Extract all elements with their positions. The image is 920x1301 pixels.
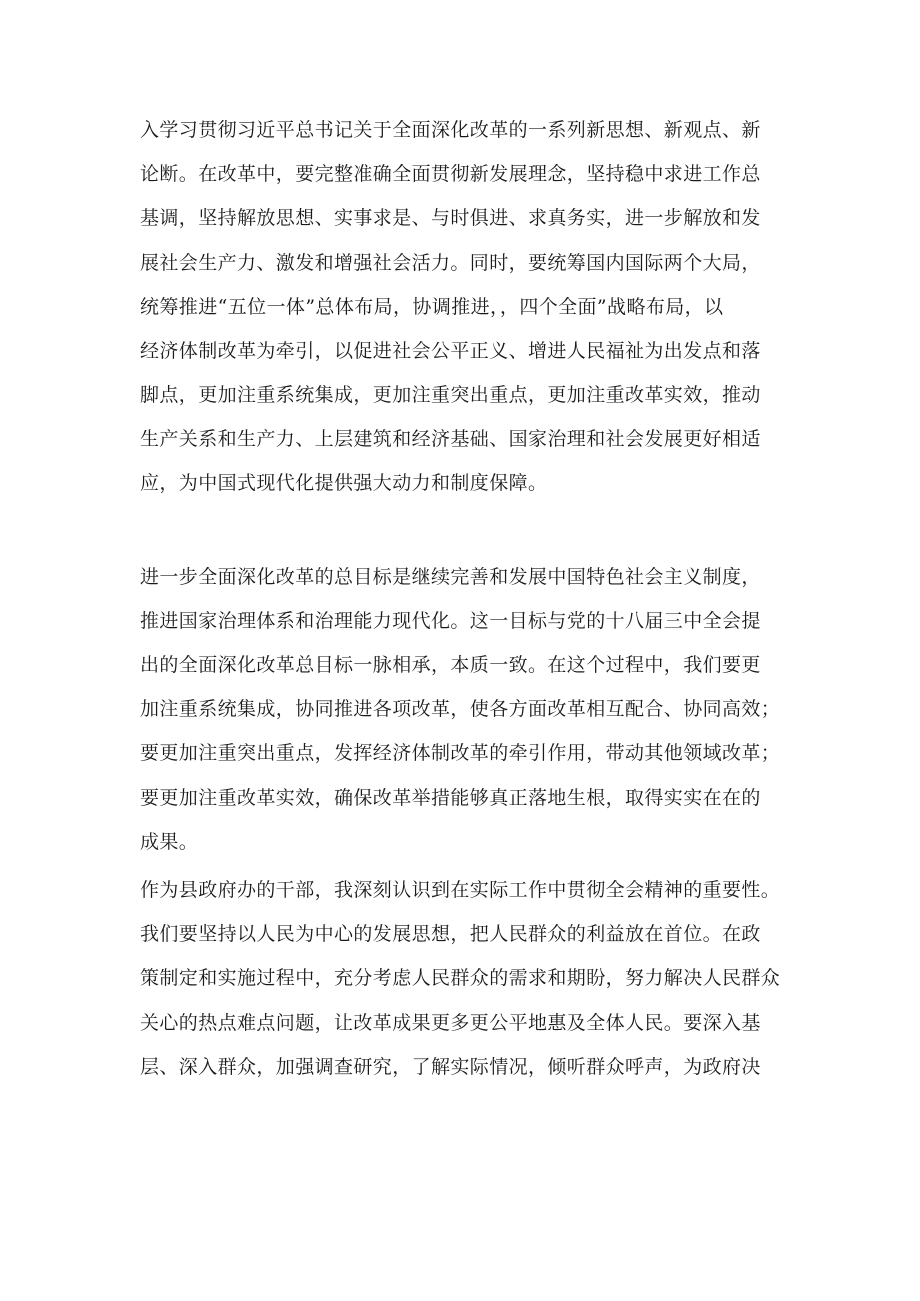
paragraph-1-line-5: 统筹推进“五位一体”总体布局，协调推进，，四个全面”战略布局，以 (140, 296, 724, 318)
paragraph-3-line-5: 层、深入群众，加强调查研究，了解实际情况，倾听群众呼声，为政府决 (140, 1056, 761, 1078)
paragraph-3-line-1: 作为县政府办的干部，我深刻认识到在实际工作中贯彻全会精神的重要性。 (140, 879, 781, 901)
paragraph-1-line-7: 脚点，更加注重系统集成，更加注重突出重点，更加注重改革实效，推动 (140, 384, 761, 406)
paragraph-3-line-2: 我们要坚持以人民为中心的发展思想，把人民群众的利益放在首位。在政 (140, 923, 761, 945)
paragraph-1-line-2: 论断。在改革中，要完整准确全面贯彻新发展理念，坚持稳中求进工作总 (140, 163, 761, 185)
paragraph-1-line-6: 经济体制改革为牵引，以促进社会公平正义、增进人民福祉为出发点和落 (140, 340, 761, 362)
paragraph-2-line-6: 要更加注重改革实效，确保改革举措能够真正落地生根，取得实实在在的 (140, 787, 761, 809)
paragraph-2-line-5: 要更加注重突出重点，发挥经济体制改革的牵引作用，带动其他领域改革； (140, 742, 781, 764)
paragraph-1-line-4: 展社会生产力、激发和增强社会活力。同时，要统筹国内国际两个大局， (140, 252, 761, 274)
paragraph-2-line-1: 进一步全面深化改革的总目标是继续完善和发展中国特色社会主义制度， (140, 566, 761, 588)
paragraph-3-line-4: 关心的热点难点问题，让改革成果更多更公平地惠及全体人民。要深入基 (140, 1012, 761, 1034)
paragraph-2-line-3: 出的全面深化改革总目标一脉相承，本质一致。在这个过程中，我们要更 (140, 654, 761, 676)
paragraph-1-line-3: 基调，坚持解放思想、实事求是、与时俱进、求真务实，进一步解放和发 (140, 207, 761, 229)
paragraph-1-line-1: 入学习贯彻习近平总书记关于全面深化改革的一系列新思想、新观点、新 (140, 119, 761, 141)
paragraph-1-line-9: 应，为中国式现代化提供强大动力和制度保障。 (140, 472, 548, 494)
paragraph-2-line-7: 成果。 (140, 831, 199, 853)
paragraph-2-line-4: 加注重系统集成，协同推进各项改革，使各方面改革相互配合、协同高效； (140, 698, 781, 720)
paragraph-1-line-8: 生产关系和生产力、上层建筑和经济基础、国家治理和社会发展更好相适 (140, 428, 761, 450)
paragraph-2-line-2: 推进国家治理体系和治理能力现代化。这一目标与党的十八届三中全会提 (140, 610, 761, 632)
paragraph-3-line-3: 策制定和实施过程中，充分考虑人民群众的需求和期盼，努力解决人民群众 (140, 967, 781, 989)
